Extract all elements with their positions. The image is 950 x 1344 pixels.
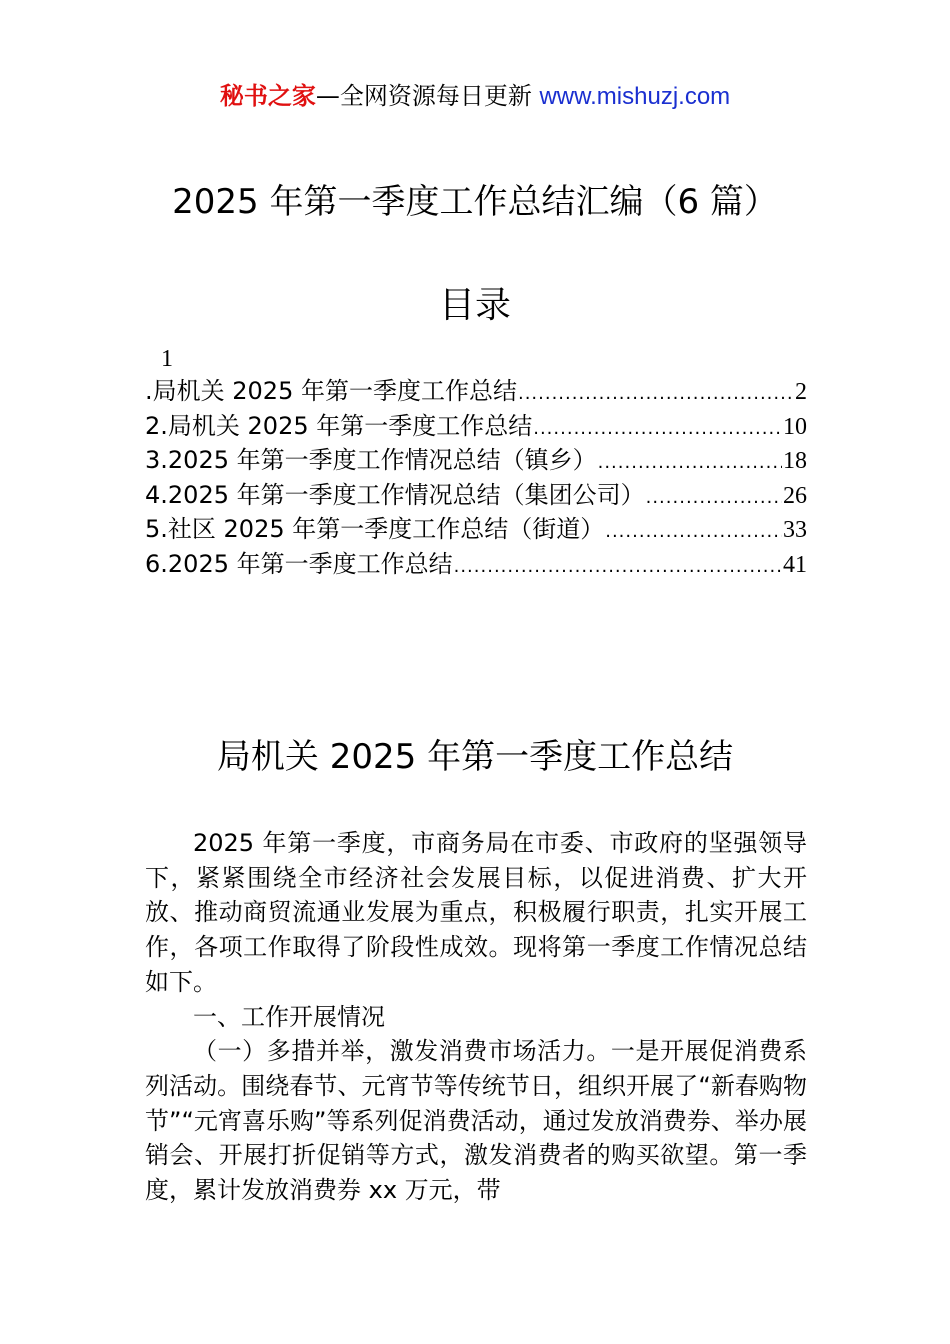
toc-entry-5[interactable] bbox=[145, 512, 807, 547]
toc-entry-page: 33 bbox=[783, 517, 807, 544]
site-header bbox=[0, 80, 950, 113]
body-heading-work-status: 一、工作开展情况 bbox=[193, 1002, 385, 1031]
toc-entry-label: 2.局机关 2025 年第一季度工作总结 bbox=[145, 411, 533, 440]
toc-entry-1[interactable] bbox=[145, 374, 807, 409]
brand-name: 秘书之家 bbox=[219, 82, 316, 110]
toc-entry-page: 26 bbox=[783, 482, 807, 509]
table-of-contents bbox=[145, 344, 807, 582]
toc-heading: 目录 bbox=[438, 285, 511, 326]
toc-leader-dots bbox=[605, 515, 782, 550]
body-paragraph-intro: 2025 年第一季度，市商务局在市委、市政府的坚强领导下，紧紧围绕全市经济社会发展目标，以促进消费、扩大开放、推动商贸流通业发展为重点，积极履行职责，扎实开展工作，各项工作取得了阶段性成效。现将第一季度工作情况总结如下。 bbox=[145, 829, 807, 996]
toc-entry-6[interactable] bbox=[145, 547, 807, 582]
toc-entry-label: 3.2025 年第一季度工作情况总结（镇乡） bbox=[145, 446, 597, 475]
toc-entry-4[interactable] bbox=[145, 478, 807, 513]
toc-entry-page: 41 bbox=[783, 551, 807, 578]
toc-leader-dots bbox=[518, 377, 794, 412]
toc-entry-label: 5.社区 2025 年第一季度工作总结（街道） bbox=[145, 515, 605, 544]
toc-entry-3[interactable] bbox=[145, 443, 807, 478]
body-paragraph-consumption: （一）多措并举，激发消费市场活力。一是开展促消费系列活动。围绕春节、元宵节等传统节日，组织开展了“新春购物节”“元宵喜乐购”等系列促消费活动，通过发放消费券、举办展销会、开展打折促销等方式，激发消费者的购买欲望。第一季度，累计发放消费券 xx 万元，带 bbox=[145, 1037, 807, 1205]
site-url-link[interactable]: www.mishuzj.com bbox=[539, 83, 731, 110]
toc-entry-label: 6.2025 年第一季度工作总结 bbox=[145, 549, 453, 578]
toc-first-number: 1 bbox=[161, 346, 173, 372]
toc-leader-dots bbox=[454, 550, 782, 585]
section-body bbox=[145, 826, 807, 1208]
toc-entry-page: 18 bbox=[783, 448, 807, 475]
toc-entry-2[interactable] bbox=[145, 409, 807, 444]
toc-leader-dots bbox=[533, 412, 782, 447]
toc-entry-page: 2 bbox=[795, 379, 807, 405]
toc-leader-dots bbox=[598, 446, 782, 481]
document-title: 2025 年第一季度工作总结汇编（6 篇） bbox=[172, 182, 778, 222]
section-title: 局机关 2025 年第一季度工作总结 bbox=[216, 737, 734, 777]
toc-leader-dots bbox=[646, 481, 782, 516]
toc-entry-label: .局机关 2025 年第一季度工作总结 bbox=[145, 377, 517, 405]
toc-entry-page: 10 bbox=[783, 413, 807, 440]
site-tagline: —全网资源每日更新 bbox=[315, 82, 532, 110]
toc-entry-label: 4.2025 年第一季度工作情况总结（集团公司） bbox=[145, 480, 645, 509]
